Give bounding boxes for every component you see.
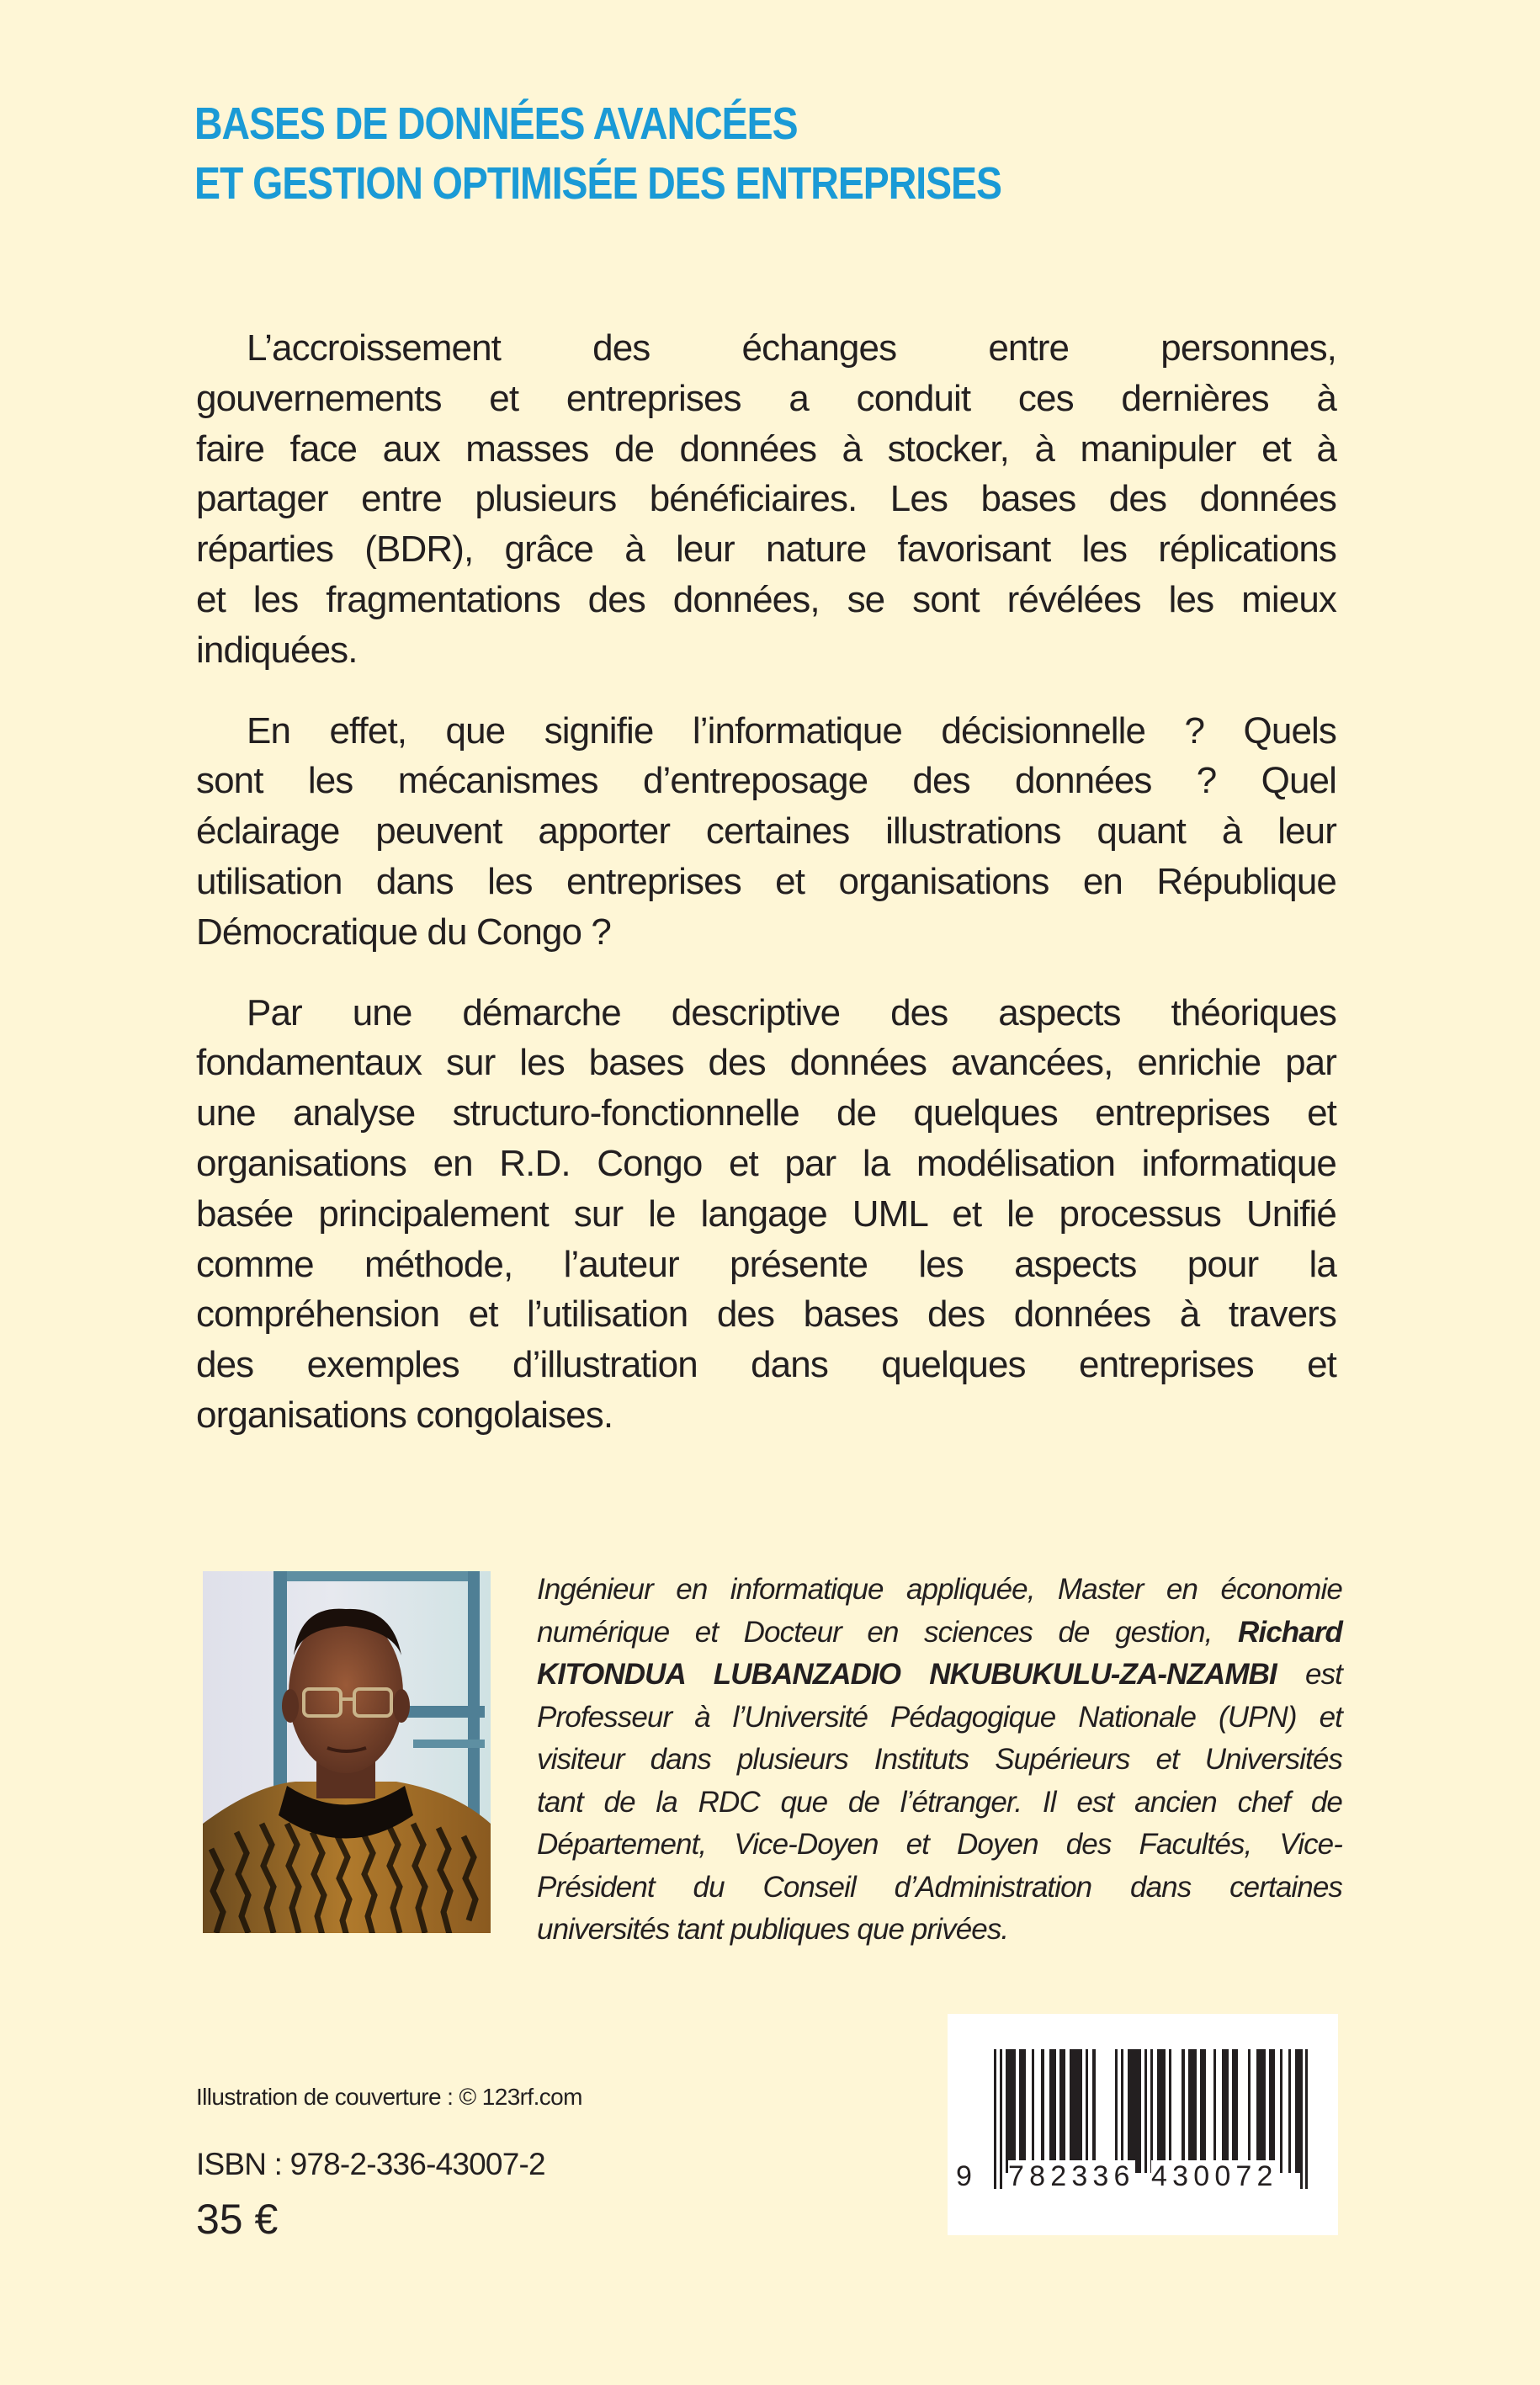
text-line: compréhension et l’utilisation des bases des données à travers [196, 1293, 1336, 1336]
title-line-1: BASES DE DONNÉES AVANCÉES [194, 98, 798, 149]
bio-line: Ingénieur en informatique appliquée, Master en économie [537, 1573, 1342, 1606]
text-line: gouvernements et entreprises a conduit ces dernières à [196, 377, 1336, 419]
blurb [196, 323, 1336, 1471]
bio-line: Professeur à l’Université Pédagogique Nationale (UPN) et [537, 1700, 1342, 1734]
author-photo [203, 1571, 491, 1933]
text-line: utilisation dans les entreprises et organisations en République [196, 860, 1336, 902]
isbn-text: ISBN : 978-2-336-43007-2 [196, 2147, 545, 2181]
text-line: faire face aux masses de données à stocker, à manipuler et à [196, 428, 1336, 470]
blurb-paragraph-3 [196, 988, 1336, 1441]
bio-line: Président du Conseil d’Administration dans certaines [537, 1870, 1342, 1904]
bio-line: universités tant publiques que privées. [537, 1913, 1009, 1946]
text-line: indiquées. [196, 629, 358, 671]
text-line: organisations en R.D. Congo et par la modélisation informatique [196, 1142, 1336, 1184]
author-bio [537, 1569, 1342, 1952]
text-line: sont les mécanismes d’entreposage des données ? Quel [196, 760, 1336, 802]
text-line: fondamentaux sur les bases des données avancées, enrichie par [196, 1042, 1336, 1084]
text-line: L’accroissement des échanges entre personnes, [247, 327, 1336, 369]
bio-line: tant de la RDC que de l’étranger. Il est ancien chef de [537, 1785, 1342, 1819]
author-portrait-icon [203, 1571, 491, 1933]
text-line: des exemples d’illustration dans quelques entreprises et [196, 1344, 1336, 1386]
book-title [194, 94, 1001, 214]
author-name-rest: KITONDUA LUBANZADIO NKUBUKULU-ZA-NZAMBI [537, 1658, 1277, 1691]
bio-line: numérique et Docteur en sciences de gestion, Richard [537, 1615, 1343, 1649]
cover-illustration-credit: Illustration de couverture : © 123rf.com [196, 2084, 582, 2110]
text-line: partager entre plusieurs bénéficiaires. Les bases des données [196, 478, 1336, 520]
barcode-digit-first: 9 [956, 2160, 978, 2192]
bio-line: visiteur dans plusieurs Instituts Supérieurs et Universités [537, 1743, 1342, 1776]
author-name-first: Richard [1238, 1615, 1343, 1649]
title-line-2: ET GESTION OPTIMISÉE DES ENTREPRISES [194, 158, 1001, 209]
text-line: En effet, que signifie l’informatique décisionnelle ? Quels [247, 709, 1336, 752]
blurb-paragraph-2 [196, 706, 1336, 958]
text-line: réparties (BDR), grâce à leur nature favorisant les réplications [196, 529, 1336, 571]
bio-line: KITONDUA LUBANZADIO NKUBUKULU-ZA-NZAMBI est [537, 1658, 1342, 1691]
barcode-digits-right: 430072 [1151, 2160, 1278, 2192]
text-line: basée principalement sur le langage UML et le processus Unifié [196, 1192, 1336, 1235]
price-text: 35 € [196, 2196, 279, 2243]
text-line: Démocratique du Congo ? [196, 911, 611, 953]
text-line: comme méthode, l’auteur présente les aspects pour la [196, 1243, 1336, 1285]
bio-line: Département, Vice-Doyen et Doyen des Facultés, Vice- [537, 1828, 1342, 1861]
text-line: éclairage peuvent apporter certaines illustrations quant à leur [196, 810, 1336, 853]
text-line: organisations congolaises. [196, 1394, 613, 1436]
barcode-digits-left: 782336 [1008, 2160, 1135, 2192]
text-line: une analyse structuro-fonctionnelle de quelques entreprises et [196, 1092, 1336, 1134]
barcode-digits [956, 2160, 1326, 2202]
blurb-paragraph-1 [196, 323, 1336, 676]
text-line: et les fragmentations des données, se sont révélées les mieux [196, 578, 1336, 620]
text-line: Par une démarche descriptive des aspects théoriques [247, 991, 1336, 1033]
